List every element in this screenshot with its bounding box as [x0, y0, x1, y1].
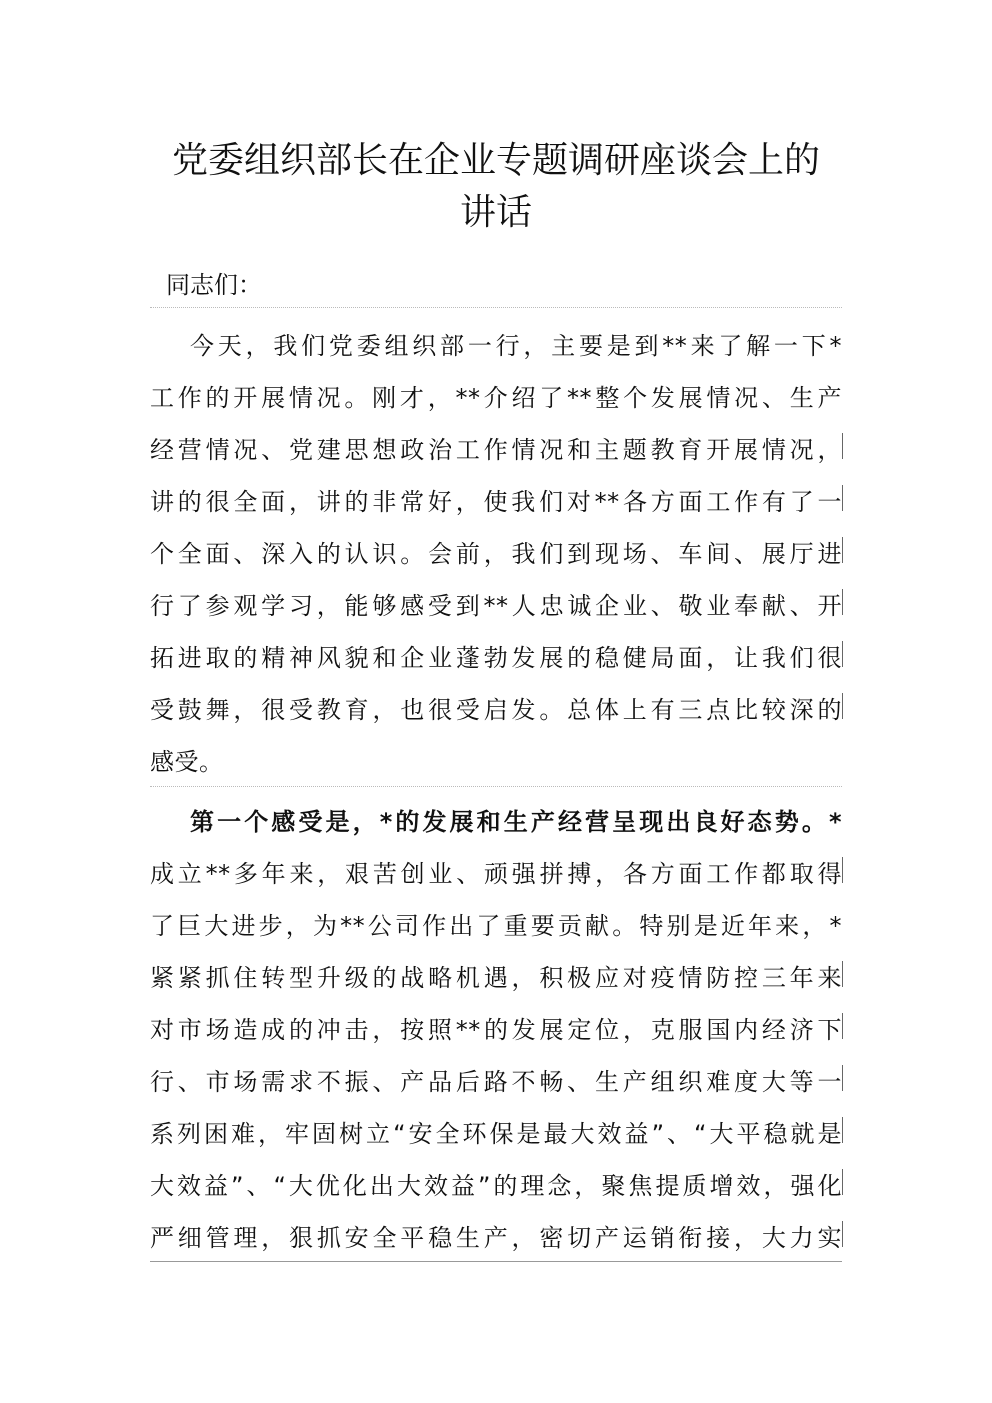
paragraph1-line: 感受。	[150, 748, 224, 776]
paragraph1-line: 经营情况、党建思想政治工作情况和主题教育开展情况，	[150, 436, 842, 464]
document-title-line-2: 讲话	[459, 192, 532, 233]
margin-marker	[842, 1221, 843, 1247]
margin-marker	[842, 693, 843, 719]
paragraph2-heading-line: 第一个感受是，*的发展和生产经营呈现出良好态势。*	[190, 808, 842, 836]
greeting: 同志们：	[166, 271, 262, 299]
divider	[150, 307, 842, 308]
paragraph2-line: 对市场造成的冲击，按照**的发展定位，克服国内经济下	[150, 1016, 842, 1044]
paragraph1-line: 讲的很全面，讲的非常好，使我们对**各方面工作有了一	[150, 488, 842, 516]
paragraph2-line: 行、市场需求不振、产品后路不畅、生产组织难度大等一	[150, 1068, 842, 1096]
paragraph2-line: 严细管理，狠抓安全平稳生产，密切产运销衔接，大力实	[150, 1224, 842, 1252]
margin-marker	[842, 1169, 843, 1195]
document-title-line-1: 党委组织部长在企业专题调研座谈会上的	[171, 140, 820, 181]
paragraph1-line: 工作的开展情况。刚才，**介绍了**整个发展情况、生产	[150, 384, 842, 412]
paragraph1-line: 受鼓舞，很受教育，也很受启发。总体上有三点比较深的	[150, 696, 842, 724]
divider	[150, 786, 842, 787]
paragraph2-line: 了巨大进步，为**公司作出了重要贡献。特别是近年来，*	[150, 912, 842, 940]
paragraph2-line: 大效益”、“大优化出大效益”的理念，聚焦提质增效，强化	[150, 1172, 842, 1200]
margin-marker	[842, 1013, 843, 1039]
paragraph1-line: 个全面、深入的认识。会前，我们到现场、车间、展厅进	[150, 540, 842, 568]
bottom-divider	[150, 1261, 842, 1262]
paragraph2-line: 紧紧抓住转型升级的战略机遇，积极应对疫情防控三年来	[150, 964, 842, 992]
margin-marker	[842, 433, 843, 459]
margin-marker	[842, 641, 843, 667]
margin-marker	[842, 1065, 843, 1091]
paragraph1-line: 拓进取的精神风貌和企业蓬勃发展的稳健局面，让我们很	[150, 644, 842, 672]
paragraph1-line: 今天，我们党委组织部一行，主要是到**来了解一下*	[190, 332, 842, 360]
margin-marker	[842, 961, 843, 987]
paragraph2-line: 成立**多年来，艰苦创业、顽强拼搏，各方面工作都取得	[150, 860, 842, 888]
margin-marker	[842, 537, 843, 563]
paragraph2-line: 系列困难，牢固树立“安全环保是最大效益”、“大平稳就是	[150, 1120, 842, 1148]
margin-marker	[842, 485, 843, 511]
margin-marker	[842, 857, 843, 883]
margin-marker	[842, 589, 843, 615]
margin-marker	[842, 1117, 843, 1143]
paragraph1-line: 行了参观学习，能够感受到**人忠诚企业、敬业奉献、开	[150, 592, 842, 620]
